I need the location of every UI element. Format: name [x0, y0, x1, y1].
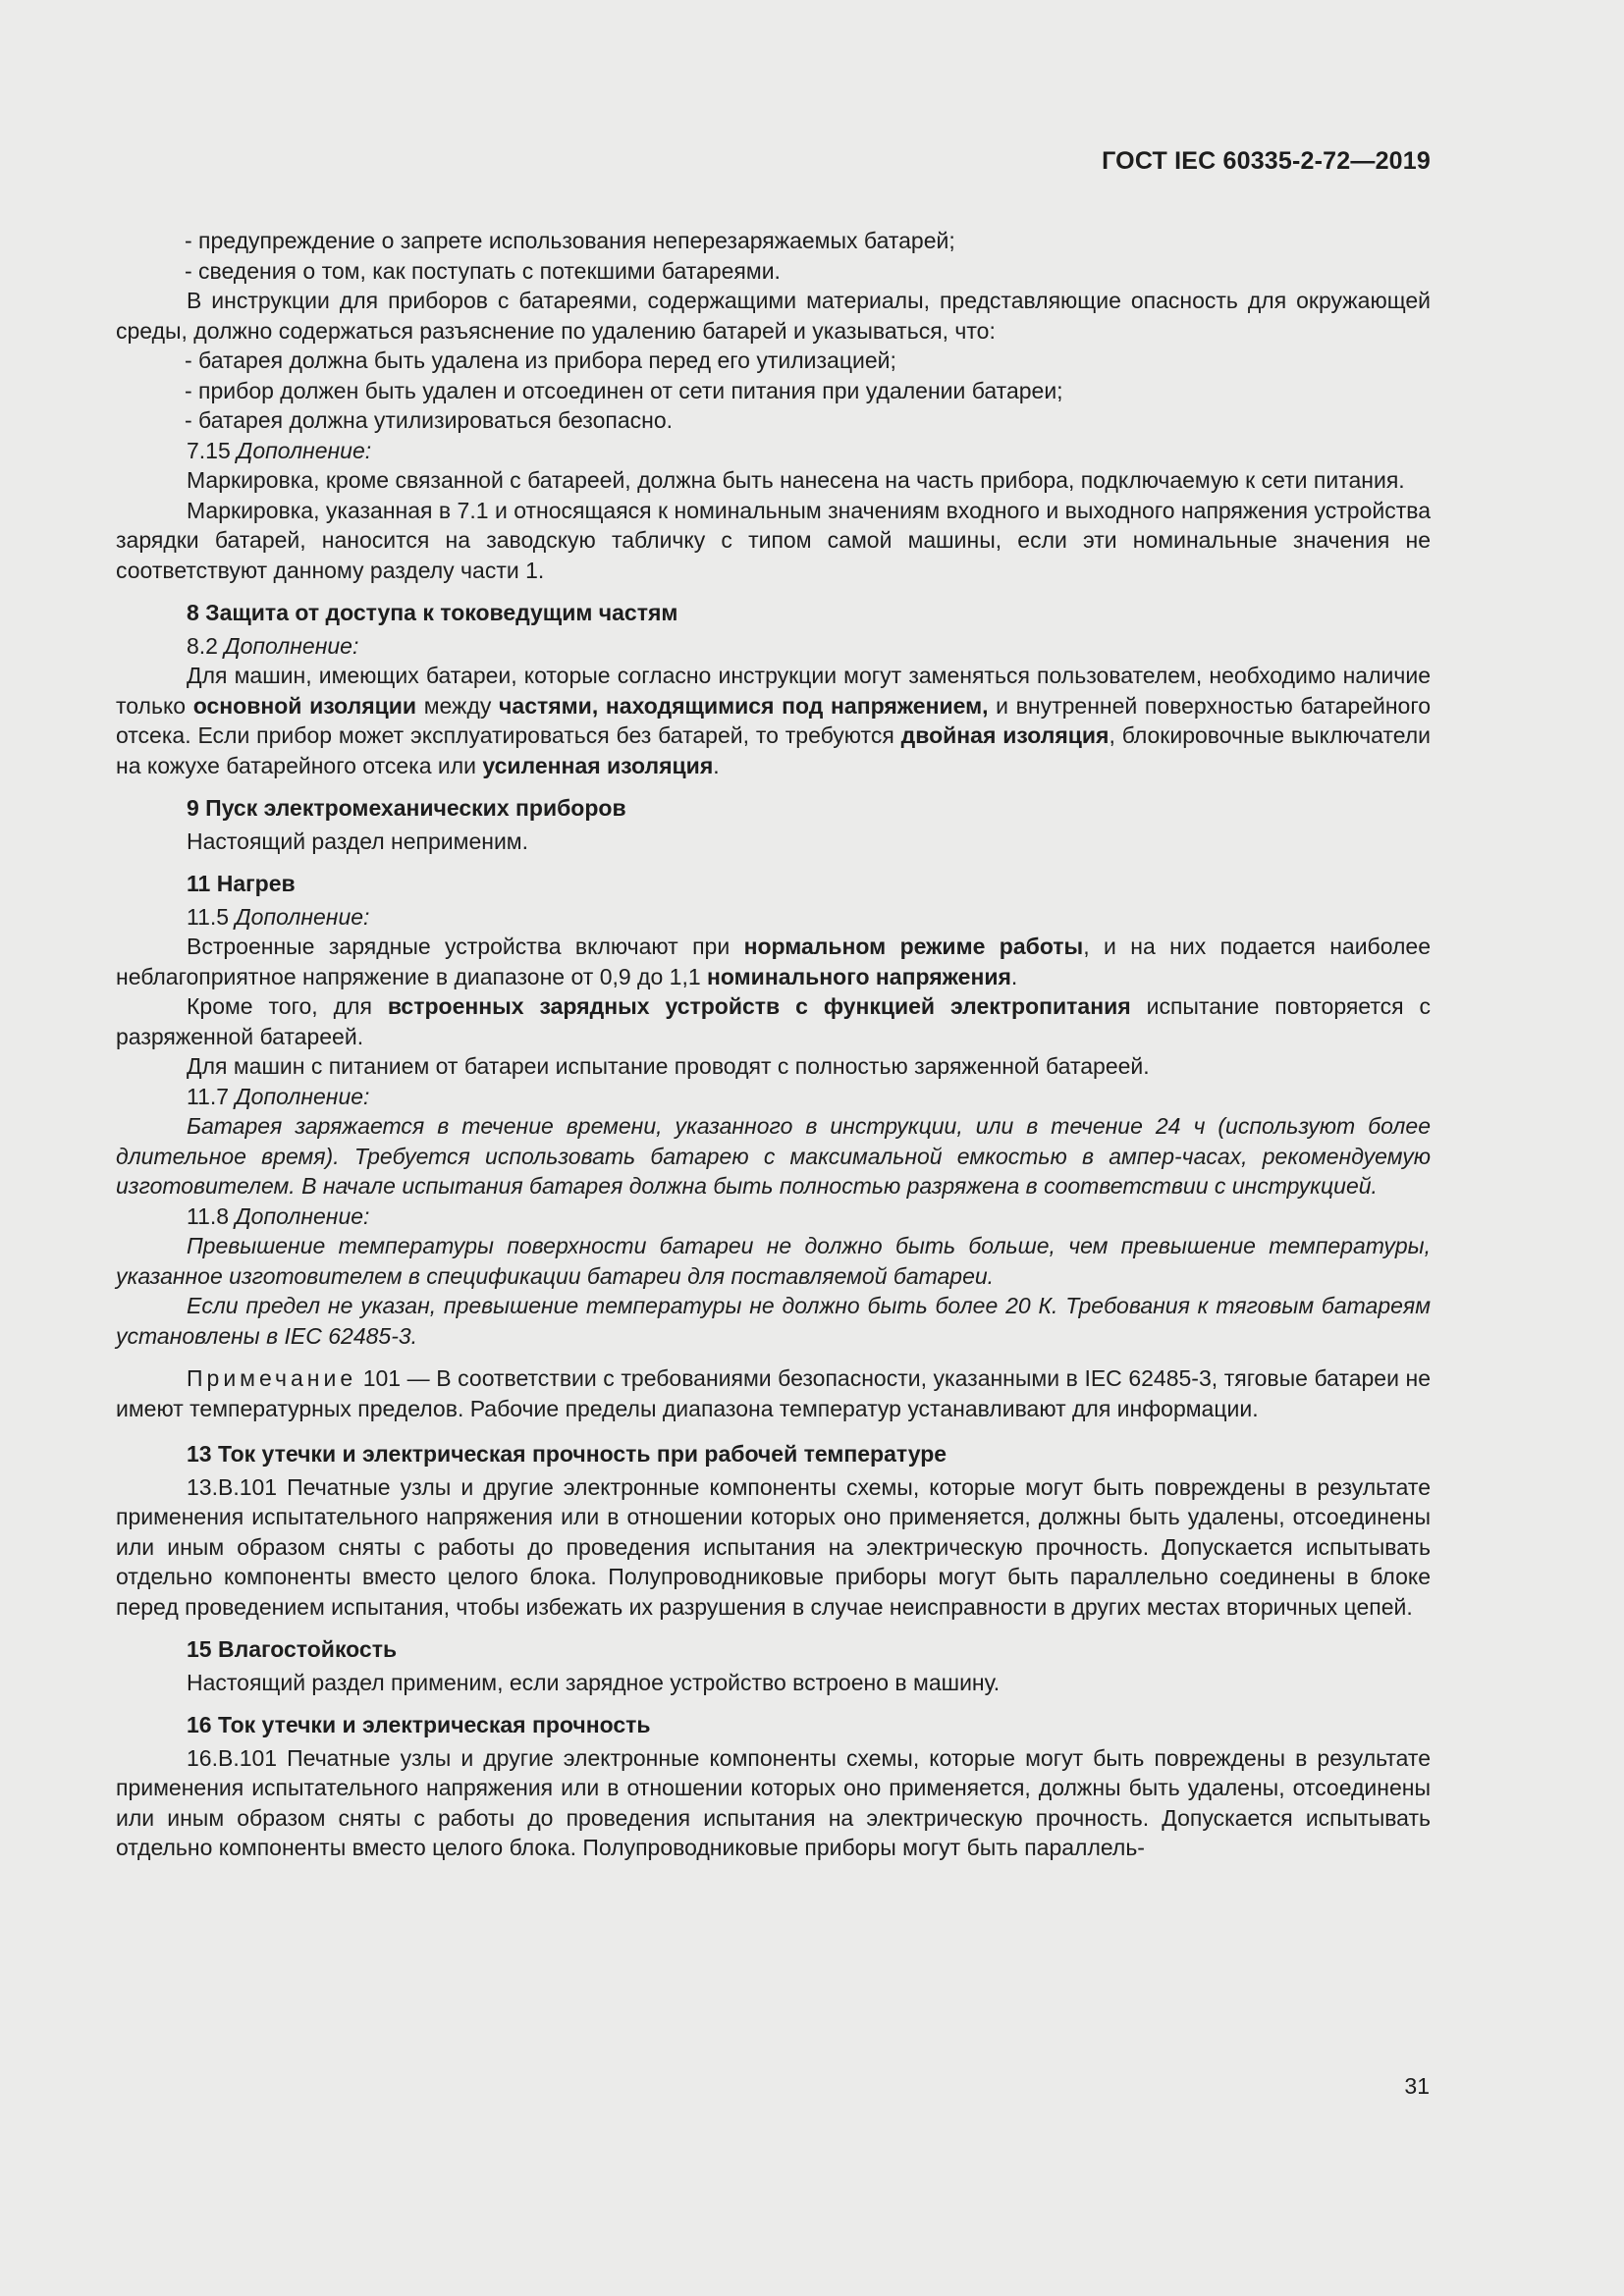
- paragraph: Превышение температуры поверхности батареи не должно быть больше, чем превышение температуры, указанное изготовителем в спецификации батареи для поставляемой батареи.: [116, 1233, 1431, 1289]
- section-heading-15: 15 Влагостойкость: [187, 1636, 398, 1662]
- clause-11-5: [116, 902, 1431, 933]
- clause-number: 11.8: [187, 1202, 230, 1229]
- paragraph: В инструкции для приборов с батареями, содержащими материалы, представляющие опасность для окружающей среды, должно содержаться разъяснение по удалению батарей и указываться, что:: [116, 288, 1431, 344]
- section-heading-13: 13 Ток утечки и электрическая прочность при рабочей температуре: [187, 1441, 947, 1467]
- term: основной изоляции: [192, 692, 417, 719]
- paragraph: Если предел не указан, превышение температуры не должно быть более 20 К. Требования к тяговым батареям установлены в IEC 62485-3.: [116, 1293, 1431, 1349]
- term: частями, находящимися под напряжением,: [499, 692, 989, 719]
- paragraph: Встроенные зарядные устройства включают при нормальном режиме работы, и на них подается наиболее неблагоприятное напряжение в диапазоне от 0,9 до 1,1 номинального напряжения.: [116, 934, 1432, 989]
- clause-label: Дополнение:: [224, 632, 359, 659]
- paragraph: Кроме того, для встроенных зарядных устройств с функцией электропитания испытание повторяется с разряженной батареей.: [116, 993, 1432, 1049]
- clause-label: Дополнение:: [235, 903, 370, 930]
- term: номинального напряжения: [707, 963, 1011, 989]
- term: нормальном режиме работы: [743, 934, 1084, 959]
- term: встроенных зарядных устройств с функцией электропитания: [387, 993, 1131, 1019]
- note-101: Примечание 101 — В соответствии с требованиями безопасности, указанными в IEC 62485-3, тяговые батареи не имеют температурных пределов. Рабочие пределы диапазона температур устанавливают для информации.: [116, 1365, 1431, 1421]
- paragraph: Маркировка, кроме связанной с батареей, должна быть нанесена на часть прибора, подключаемую к сети питания.: [187, 467, 1405, 493]
- clause-number: 8.2: [187, 632, 218, 659]
- clause-label: Дополнение:: [237, 437, 372, 463]
- clause-7-15: [116, 436, 1431, 466]
- paragraph: Настоящий раздел применим, если зарядное устройство встроено в машину.: [187, 1669, 1001, 1695]
- clause-8-2: [116, 631, 1431, 662]
- doc-body: [116, 226, 1431, 1863]
- section-heading-11: 11 Нагрев: [187, 871, 296, 896]
- paragraph: Маркировка, указанная в 7.1 и относящаяся к номинальным значениям входного и выходного напряжения устройства зарядки батарей, наносится на заводскую табличку с типом самой машины, если эти номинальные значения не соответствуют данному разделу части 1.: [116, 497, 1431, 583]
- paragraph: Настоящий раздел неприменим.: [187, 828, 528, 854]
- clause-11-8: [116, 1201, 1431, 1232]
- paragraph: Для машин, имеющих батареи, которые согласно инструкции могут заменяться пользователем, необходимо наличие только основной изоляции между частями, находящимися под напряжением, и внутренней поверхностью батарейного отсека. Если прибор может эксплуатироваться без батарей, то требуются двойная изоляция, блокировочные выключатели на кожухе батарейного отсека или усиленная изоляция.: [116, 663, 1431, 778]
- list-item: - батарея должна быть удалена из прибора перед его утилизацией;: [185, 347, 896, 373]
- section-heading-9: 9 Пуск электромеханических приборов: [187, 795, 626, 821]
- paragraph: 16.В.101 Печатные узлы и другие электронные компоненты схемы, которые могут быть повреждены в результате применения испытательного напряжения или в отношении которых оно применяется, должны быть удалены, отсоединены или иным образом сняты с работы до проведения испытания на электрическую прочность. Допускается испытывать отдельно компоненты вместо целого блока. Полупроводниковые приборы могут быть параллель-: [116, 1744, 1431, 1860]
- term: усиленная изоляция: [482, 752, 714, 778]
- note-label: Примечание: [187, 1365, 357, 1391]
- list-item: - батарея должна утилизироваться безопасно.: [185, 407, 674, 433]
- doc-header: ГОСТ IEC 60335-2-72—2019: [1102, 147, 1431, 175]
- clause-number: 11.7: [187, 1083, 230, 1109]
- clause-label: Дополнение:: [235, 1202, 370, 1229]
- clause-label: Дополнение:: [235, 1083, 370, 1109]
- section-heading-16: 16 Ток утечки и электрическая прочность: [187, 1712, 651, 1737]
- list-item: - прибор должен быть удален и отсоединен от сети питания при удалении батареи;: [185, 377, 1063, 403]
- list-item: - сведения о том, как поступать с потекшими батареями.: [185, 257, 781, 284]
- clause-number: 7.15: [187, 437, 231, 463]
- clause-11-7: [116, 1082, 1431, 1112]
- paragraph: 13.В.101 Печатные узлы и другие электронные компоненты схемы, которые могут быть повреждены в результате применения испытательного напряжения или в отношении которых оно применяется, должны быть удалены, отсоединены или иным образом сняты с работы до проведения испытания на электрическую прочность. Допускается испытывать отдельно компоненты вместо целого блока. Полупроводниковые приборы могут быть параллельно соединены в блоке перед проведением испытания, чтобы избежать их разрушения в случае неисправности в других местах вторичных цепей.: [116, 1473, 1431, 1620]
- term: двойная изоляция: [900, 722, 1110, 748]
- section-heading-8: 8 Защита от доступа к токоведущим частям: [187, 600, 678, 625]
- paragraph: Батарея заряжается в течение времени, указанного в инструкции, или в течение 24 ч (используют более длительное время). Требуется использовать батарею с максимальной емкостью в ампер-часах, рекомендуемую изготовителем. В начале испытания батарея должна быть полностью разряжена в соответствии с инструкцией.: [116, 1113, 1431, 1199]
- paragraph: Для машин с питанием от батареи испытание проводят с полностью заряженной батареей.: [187, 1053, 1150, 1079]
- clause-number: 11.5: [187, 903, 230, 930]
- list-item: - предупреждение о запрете использования неперезаряжаемых батарей;: [185, 228, 955, 253]
- page-number: 31: [1404, 2073, 1430, 2099]
